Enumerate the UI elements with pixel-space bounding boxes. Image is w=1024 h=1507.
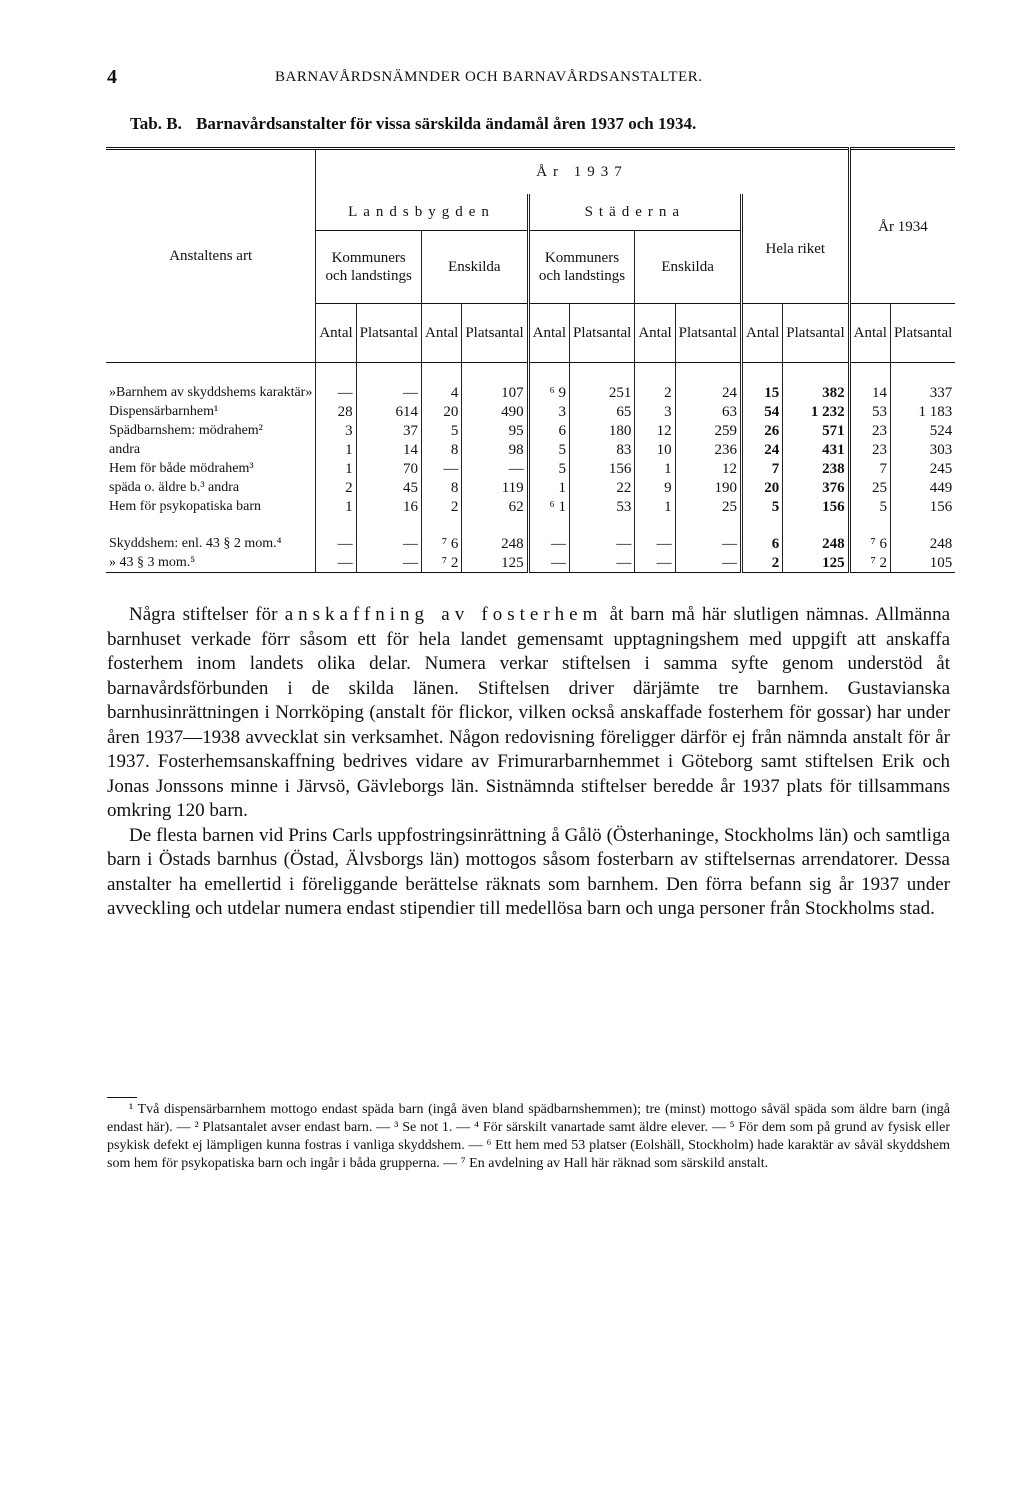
table-cell: 9 xyxy=(635,478,675,497)
running-head xyxy=(107,66,952,90)
table-cell: — xyxy=(569,534,634,553)
table-row xyxy=(106,421,955,440)
table-cell: 248 xyxy=(890,534,955,553)
col-antal: Antal xyxy=(422,304,462,363)
table-cell: 236 xyxy=(675,440,741,459)
table-cell: 125 xyxy=(462,553,528,573)
table-label: Tab. B. xyxy=(130,114,182,133)
table-cell: 16 xyxy=(356,497,421,516)
table-title xyxy=(130,114,696,134)
table-cell: 3 xyxy=(316,421,356,440)
col-antal: Antal xyxy=(528,304,569,363)
paragraph-text: åt barn må här slutligen nämnas. Allmänna barnhuset verkade förr såsom ett för hela landet gemensamt upptagningshem med uppgift att anskaffa fosterhem inom landets olika delar. Numera verkar stiftelsen i samma syfte genom understöd åt barnavårdsförbunden i de skilda länen. Stiftelsen driver därjämte tre barnhem. Gustavianska barnhusinrättningen i Norrköping (anstalt för flickor, vilken också anskaffade fosterhem för gossar) har under åren 1937—1938 avvecklat sin verksamhet. Någon redovisning föreligger därför ej från nämnda anstalt för år 1937. Fosterhemsanskaffning bedrives vidare av Frimurarbarnhemmet i Göteborg samt stiftelsen Erik och Jonas Jonssons minne i Järvsö, Gävleborgs län. Sistnämnda stiftelser beredde år 1937 plats för tillsammans omkring 120 barn. xyxy=(107,604,951,821)
table-cell: 95 xyxy=(462,421,528,440)
table-row xyxy=(106,402,955,421)
table-cell: 25 xyxy=(675,497,741,516)
table-cell: 571 xyxy=(783,421,849,440)
table-cell: 251 xyxy=(569,383,634,402)
table-cell: 303 xyxy=(890,440,955,459)
footnote-text: ¹ Två dispensärbarnhem mottogo endast späda barn (ingå även bland spädbarnshemmen); tre (minst) mottogo såväl späda som äldre barn (ingå endast här). — ² Platsantalet avser endast barn. — ³ Se not 1. — ⁴ För särskilt vanartade samt äldre elever. — ⁵ För dem som på grund av fysisk eller psykisk defekt ej lämpligen kunna fostras i vanliga skyddshem. — ⁶ Ett hem med 53 platser (Eolshäll, Stockholm) hade karaktär av såväl skyddshem som hem för psykopatiska barn och ingår i båda grupperna. — ⁷ En avdelning av Hall här räknad som särskild anstalt. xyxy=(107,1102,950,1171)
group-landsbygden: Landsbygden xyxy=(316,194,528,231)
col-antal: Antal xyxy=(741,304,782,363)
table-cell: ⁷ 2 xyxy=(422,553,462,573)
year-header: År 1937 xyxy=(316,149,849,195)
table-cell: 37 xyxy=(356,421,421,440)
table-cell: 14 xyxy=(356,440,421,459)
table-cell: 614 xyxy=(356,402,421,421)
col-antal: Antal xyxy=(849,304,890,363)
table-cell: 70 xyxy=(356,459,421,478)
table-cell: — xyxy=(462,459,528,478)
paragraph-text: Några stiftelser för xyxy=(129,604,278,625)
table-row xyxy=(106,534,955,553)
table-cell: — xyxy=(528,534,569,553)
table-cell: — xyxy=(569,553,634,573)
table-cell: 524 xyxy=(890,421,955,440)
table-cell: 54 xyxy=(741,402,782,421)
table-cell: 6 xyxy=(528,421,569,440)
table-cell: 376 xyxy=(783,478,849,497)
table-row xyxy=(106,478,955,497)
table-cell: 238 xyxy=(783,459,849,478)
table-row xyxy=(106,383,955,402)
body-text xyxy=(107,603,950,922)
table-cell: — xyxy=(316,534,356,553)
table-cell: 156 xyxy=(569,459,634,478)
row-label: späda o. äldre b.³ andra xyxy=(109,479,240,495)
table-cell: 119 xyxy=(462,478,528,497)
page-number: 4 xyxy=(107,66,117,88)
table-cell: 3 xyxy=(635,402,675,421)
col-antal: Antal xyxy=(635,304,675,363)
statistics-table xyxy=(106,147,955,573)
sub-enskilda-land: Enskilda xyxy=(422,231,529,304)
table-cell: 20 xyxy=(422,402,462,421)
table-cell: 65 xyxy=(569,402,634,421)
table-cell: 2 xyxy=(741,553,782,573)
table-cell: 1 xyxy=(316,459,356,478)
table-cell: 107 xyxy=(462,383,528,402)
table-cell: 248 xyxy=(783,534,849,553)
table-cell: 14 xyxy=(849,383,890,402)
row-label: Dispensärbarnhem¹ xyxy=(109,403,219,419)
table-cell: 1 xyxy=(635,459,675,478)
col-platsantal: Platsantal xyxy=(890,304,955,363)
table-cell: 105 xyxy=(890,553,955,573)
table-cell: — xyxy=(635,553,675,573)
table-cell: — xyxy=(528,553,569,573)
table-cell: 7 xyxy=(741,459,782,478)
year-1934-header: År 1934 xyxy=(849,149,955,304)
table-cell: 337 xyxy=(890,383,955,402)
table-cell: 431 xyxy=(783,440,849,459)
sub-kommuners-land: Kommuners och landstings xyxy=(316,231,422,304)
sub-kommuners-stad: Kommuners och landstings xyxy=(528,231,635,304)
row-label: Hem för både mödrahem³ xyxy=(109,460,254,476)
hela-riket-header: Hela riket xyxy=(741,194,849,304)
col-platsantal: Platsantal xyxy=(783,304,849,363)
table-cell: — xyxy=(356,534,421,553)
table-row xyxy=(106,440,955,459)
table-cell: — xyxy=(675,534,741,553)
col-platsantal: Platsantal xyxy=(675,304,741,363)
table-cell: — xyxy=(316,553,356,573)
table-cell: 15 xyxy=(741,383,782,402)
table-cell: 5 xyxy=(528,459,569,478)
spaced-emphasis: anskaffning av fosterhem xyxy=(284,604,603,625)
sub-enskilda-stad: Enskilda xyxy=(635,231,742,304)
table-cell: ⁶ 9 xyxy=(528,383,569,402)
table-cell: 4 xyxy=(422,383,462,402)
table-cell: 382 xyxy=(783,383,849,402)
table-cell: — xyxy=(356,553,421,573)
table-cell: 24 xyxy=(675,383,741,402)
col-platsantal: Platsantal xyxy=(569,304,634,363)
table-row xyxy=(106,497,955,516)
row-label: Hem för psykopatiska barn xyxy=(109,498,262,514)
table-cell: 5 xyxy=(741,497,782,516)
table-cell: 3 xyxy=(528,402,569,421)
table-cell: 63 xyxy=(675,402,741,421)
running-title: BARNAVÅRDSNÄMNDER OCH BARNAVÅRDSANSTALTER. xyxy=(275,69,703,85)
footnotes xyxy=(107,1101,950,1173)
table-cell: 125 xyxy=(783,553,849,573)
table-cell: — xyxy=(422,459,462,478)
stub-header: Anstaltens art xyxy=(106,149,316,363)
footnote-rule xyxy=(107,1097,137,1098)
table-cell: 6 xyxy=(741,534,782,553)
table-cell: 7 xyxy=(849,459,890,478)
group-staderna: Städerna xyxy=(528,194,741,231)
table-cell: 1 xyxy=(635,497,675,516)
table-cell: 53 xyxy=(849,402,890,421)
table-cell: 190 xyxy=(675,478,741,497)
table-cell: — xyxy=(675,553,741,573)
row-label: » 43 § 3 mom.⁵ xyxy=(106,553,316,573)
table-cell: 1 xyxy=(316,440,356,459)
table-cell: 45 xyxy=(356,478,421,497)
table-cell: — xyxy=(356,383,421,402)
table-cell: ⁷ 6 xyxy=(849,534,890,553)
table-cell: 8 xyxy=(422,478,462,497)
table-cell: 248 xyxy=(462,534,528,553)
table-cell: 22 xyxy=(569,478,634,497)
table-cell: 490 xyxy=(462,402,528,421)
table-cell: 5 xyxy=(422,421,462,440)
table-row xyxy=(106,553,955,573)
table-cell: 98 xyxy=(462,440,528,459)
table-cell: 20 xyxy=(741,478,782,497)
row-label: Spädbarnshem: mödrahem² xyxy=(109,422,263,438)
row-label: Skyddshem: enl. 43 § 2 mom.⁴ xyxy=(109,535,282,551)
table-cell: 23 xyxy=(849,440,890,459)
table-cell: 5 xyxy=(528,440,569,459)
paragraph: De flesta barnen vid Prins Carls uppfostringsinrättning å Gålö (Österhaninge, Stockholms län) och samtliga barn i Östads barnhus (Östad, Älvsborgs län) mottogos såsom fosterbarn av stiftelsernas arrendatorer. Dessa anstalter ha emellertid i föreliggande berättelse räknats som barnhem. Den förra befann sig år 1937 under avveckling och utdelar numera endast stipendier till medellösa barn och unga personer från Stockholms stad. xyxy=(107,824,950,919)
table-cell: 28 xyxy=(316,402,356,421)
table-cell: 259 xyxy=(675,421,741,440)
table-cell: 449 xyxy=(890,478,955,497)
col-antal: Antal xyxy=(316,304,356,363)
table-cell: 24 xyxy=(741,440,782,459)
table-cell: 53 xyxy=(569,497,634,516)
table-cell: 1 183 xyxy=(890,402,955,421)
table-cell: 12 xyxy=(675,459,741,478)
table-cell: ⁶ 1 xyxy=(528,497,569,516)
col-platsantal: Platsantal xyxy=(462,304,528,363)
table-cell: 156 xyxy=(783,497,849,516)
col-platsantal: Platsantal xyxy=(356,304,421,363)
table-cell: 26 xyxy=(741,421,782,440)
table-cell: 2 xyxy=(422,497,462,516)
table-body xyxy=(106,363,955,573)
table-cell: 1 xyxy=(528,478,569,497)
table-cell: ⁷ 2 xyxy=(849,553,890,573)
table-caption: Barnavårdsanstalter för vissa särskilda ändamål åren 1937 och 1934. xyxy=(196,114,697,133)
table-cell: — xyxy=(316,383,356,402)
table-cell: — xyxy=(635,534,675,553)
table-cell: 62 xyxy=(462,497,528,516)
table-cell: 1 232 xyxy=(783,402,849,421)
table-cell: 2 xyxy=(316,478,356,497)
table-cell: ⁷ 6 xyxy=(422,534,462,553)
table-cell: 12 xyxy=(635,421,675,440)
table-cell: 5 xyxy=(849,497,890,516)
table-cell: 25 xyxy=(849,478,890,497)
table-cell: 245 xyxy=(890,459,955,478)
row-label: andra xyxy=(109,441,141,457)
table-cell: 8 xyxy=(422,440,462,459)
table-cell: 156 xyxy=(890,497,955,516)
table-cell: 23 xyxy=(849,421,890,440)
paragraph xyxy=(107,603,950,824)
table-cell: 180 xyxy=(569,421,634,440)
table-cell: 2 xyxy=(635,383,675,402)
table-cell: 83 xyxy=(569,440,634,459)
table-cell: 10 xyxy=(635,440,675,459)
table-row xyxy=(106,459,955,478)
row-label: »Barnhem av skyddshems karaktär» xyxy=(109,384,313,400)
table-cell: 1 xyxy=(316,497,356,516)
